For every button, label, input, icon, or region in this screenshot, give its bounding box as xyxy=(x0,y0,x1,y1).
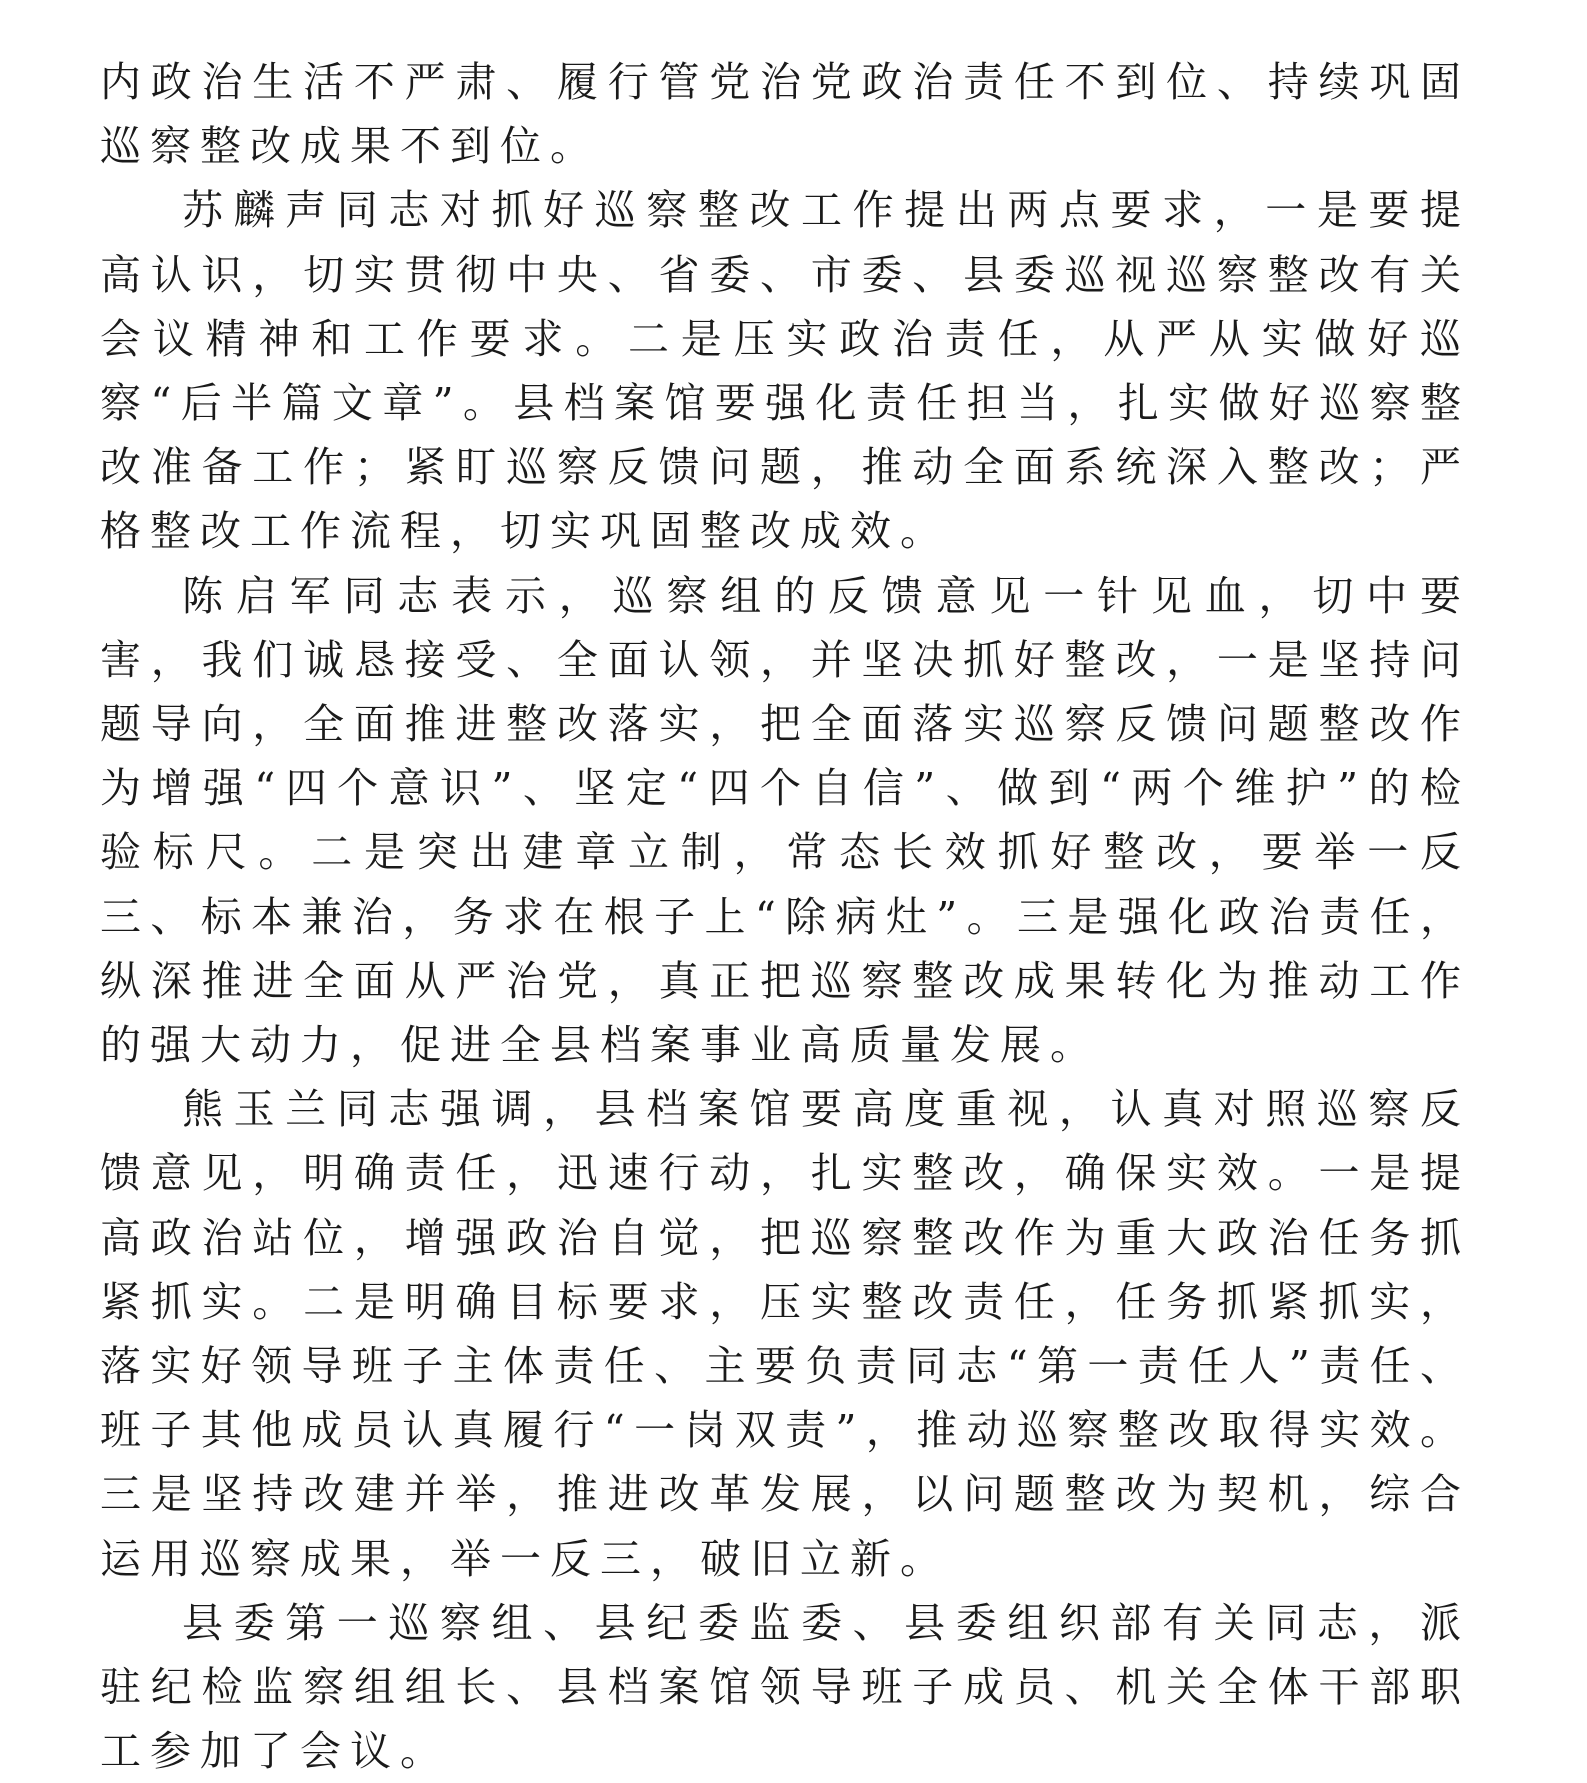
paragraph-4: 熊玉兰同志强调，县档案馆要高度重视，认真对照巡察反馈意见，明确责任，迅速行动，扎实整改，确保实效。一是提高政治站位，增强政治自觉，把巡察整改作为重大政治任务抓紧抓实。二是明确目标要求，压实整改责任，任务抓紧抓实，落实好领导班子主体责任、主要负责同志“第一责任人”责任、班子其他成员认真履行“一岗双责”，推动巡察整改取得实效。三是坚持改建并举，推进改革发展，以问题整改为契机，综合运用巡察成果，举一反三，破旧立新。 xyxy=(100,1085,1470,1583)
paragraph-2: 苏麟声同志对抓好巡察整改工作提出两点要求，一是要提高认识，切实贯彻中央、省委、市委、县委巡视巡察整改有关会议精神和工作要求。二是压实政治责任，从严从实做好巡察“后半篇文章”。县档案馆要强化责任担当，扎实做好巡察整改准备工作；紧盯巡察反馈问题，推动全面系统深入整改；严格整改工作流程，切实巩固整改成效。 xyxy=(100,186,1470,556)
paragraph-1: 内政治生活不严肃、履行管党治党政治责任不到位、持续巩固巡察整改成果不到位。 xyxy=(100,58,1470,171)
paragraph-5: 县委第一巡察组、县纪委监委、县委组织部有关同志，派驻纪检监察组组长、县档案馆领导班子成员、机关全体干部职工参加了会议。 xyxy=(100,1598,1470,1776)
paragraph-3: 陈启军同志表示，巡察组的反馈意见一针见血，切中要害，我们诚恳接受、全面认领，并坚决抓好整改，一是坚持问题导向，全面推进整改落实，把全面落实巡察反馈问题整改作为增强“四个意识”、坚定“四个自信”、做到“两个维护”的检验标尺。二是突出建章立制，常态长效抓好整改，要举一反三、标本兼治，务求在根子上“除病灶”。三是强化政治责任，纵深推进全面从严治党，真正把巡察整改成果转化为推动工作的强大动力，促进全县档案事业高质量发展。 xyxy=(100,571,1470,1070)
document-body xyxy=(100,50,1470,1783)
